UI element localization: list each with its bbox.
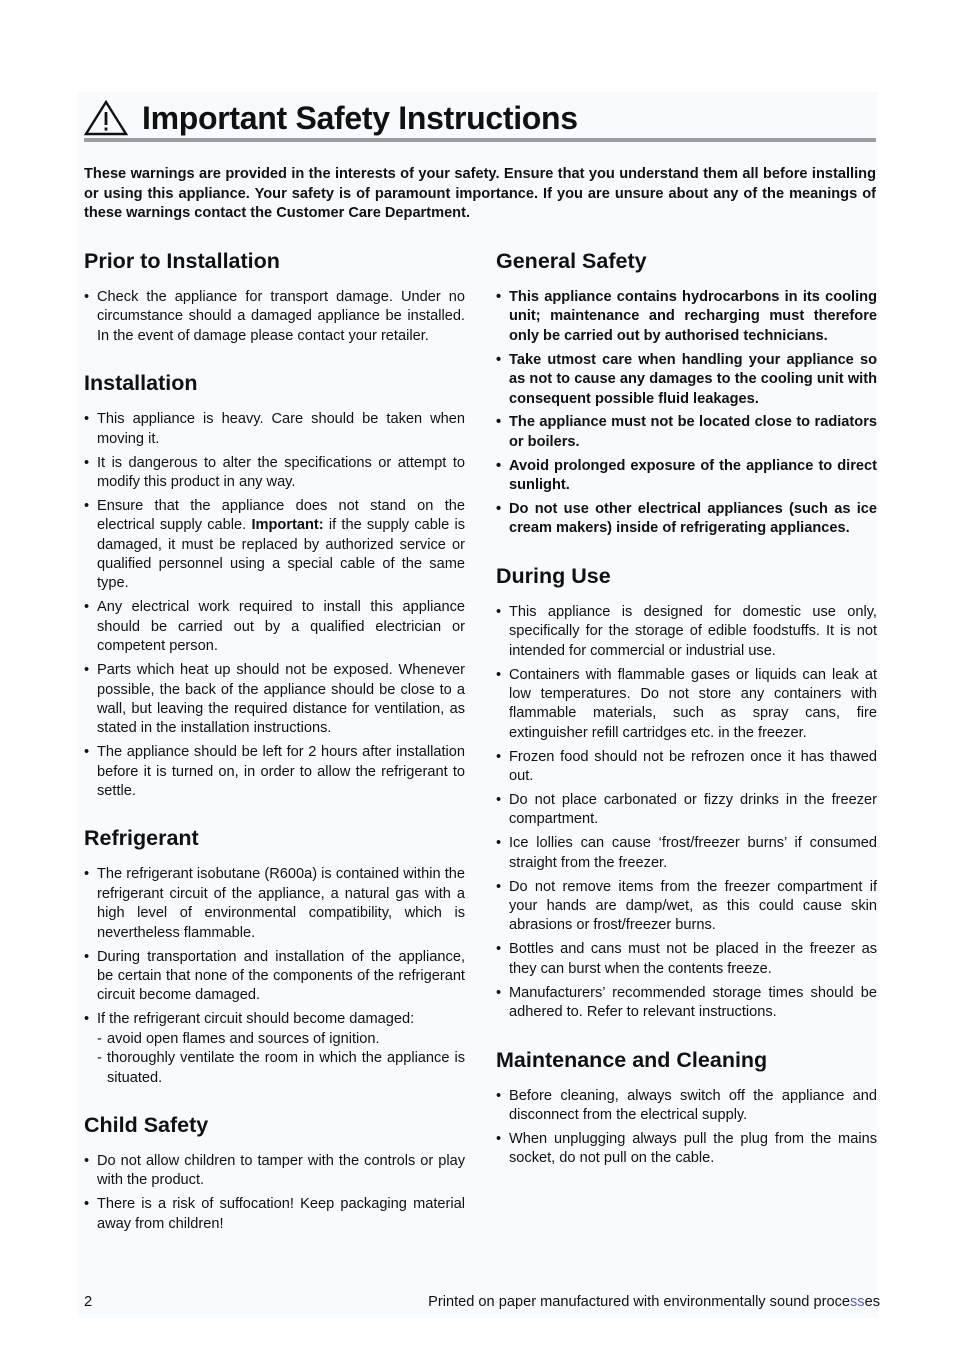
list-item: • When unplugging always pull the plug from the mains socket, do not pull on the cable. bbox=[496, 1130, 877, 1169]
list-item: • Ice lollies can cause ‘frost/freezer burns’ if consumed straight from the freezer. bbox=[496, 834, 877, 873]
section-prior-installation bbox=[84, 244, 465, 346]
list-item: • Manufacturers’ recommended storage times should be adhered to. Refer to relevant instructions. bbox=[496, 984, 877, 1023]
list-item-text: If the refrigerant circuit should become damaged: bbox=[97, 1011, 415, 1028]
footer-note-end: es bbox=[864, 1294, 880, 1310]
left-column bbox=[84, 244, 465, 1254]
list-item: • Check the appliance for transport damage. Under no circumstance should a damaged appliance be installed. In the event of damage please contact your retailer. bbox=[84, 288, 465, 346]
bullet-list bbox=[84, 1152, 465, 1234]
list-item bbox=[84, 1010, 465, 1088]
section-child-safety bbox=[84, 1108, 465, 1234]
bullet-list bbox=[496, 603, 877, 1023]
page-number: 2 bbox=[84, 1294, 93, 1310]
bullet-list bbox=[84, 288, 465, 346]
section-general-safety bbox=[496, 244, 877, 539]
list-item: • Bottles and cans must not be placed in the freezer as they can burst when the contents freeze. bbox=[496, 940, 877, 979]
list-item: • During transportation and installation of the appliance, be certain that none of the components of the refrigerant circuit become damaged. bbox=[84, 948, 465, 1006]
warning-triangle-icon bbox=[84, 100, 128, 136]
footer-note bbox=[428, 1294, 880, 1310]
list-item: • The appliance should be left for 2 hours after installation before it is turned on, in order to allow the refrigerant to settle. bbox=[84, 743, 465, 801]
section-during-use bbox=[496, 559, 877, 1023]
list-item-text: if the supply cable is damaged, it must be replaced by authorized service or qualified personnel using a special cable of the same type. bbox=[97, 517, 466, 592]
list-item: • This appliance is heavy. Care should be taken when moving it. bbox=[84, 410, 465, 449]
list-item: • The appliance must not be located close to radiators or boilers. bbox=[496, 413, 877, 452]
section-heading: Prior to Installation bbox=[84, 249, 280, 273]
page-title: Important Safety Instructions bbox=[142, 99, 578, 136]
right-column bbox=[496, 244, 877, 1189]
list-item: • Do not use other electrical appliances (such as ice cream makers) inside of refrigerating appliances. bbox=[496, 500, 877, 539]
section-refrigerant bbox=[84, 821, 465, 1087]
list-item: • The refrigerant isobutane (R600a) is contained within the refrigerant circuit of the appliance, a natural gas with a high level of environmental compatibility, which is nevertheless flammable. bbox=[84, 865, 465, 943]
list-item: • It is dangerous to alter the specifications or attempt to modify this product in any way. bbox=[84, 454, 465, 493]
list-item: • Do not place carbonated or fizzy drinks in the freezer compartment. bbox=[496, 791, 877, 830]
section-heading: General Safety bbox=[496, 249, 647, 273]
list-item: • This appliance contains hydrocarbons in its cooling unit; maintenance and recharging must therefore only be carried out by authorised technicians. bbox=[496, 288, 877, 346]
important-label: Important: bbox=[251, 517, 324, 534]
section-maintenance-cleaning bbox=[496, 1043, 877, 1169]
intro-paragraph: These warnings are provided in the interests of your safety. Ensure that you understand them all before installing or using this appliance. Your safety is of paramount importance. If you are unsure about any of the meanings of these warnings contact the Customer Care Department. bbox=[84, 166, 876, 222]
footer-note-main: Printed on paper manufactured with environmentally sound proce bbox=[428, 1294, 850, 1310]
list-item-text: Ensure that the appliance does not stand on the electrical supply cable. bbox=[97, 497, 465, 534]
section-heading: Child Safety bbox=[84, 1112, 209, 1137]
list-item: • There is a risk of suffocation! Keep packaging material away from children! bbox=[84, 1195, 465, 1234]
section-heading: During Use bbox=[496, 563, 611, 588]
title-rule bbox=[84, 138, 876, 142]
bullet-list bbox=[84, 865, 465, 1087]
bullet-list bbox=[496, 288, 877, 539]
sub-item: - thoroughly ventilate the room in which the appliance is situated. bbox=[97, 1049, 465, 1088]
list-item: • Containers with flammable gases or liquids can leak at low temperatures. Do not store any containers with flammable materials, such as spray cans, fire extinguisher refill cartridges etc. in the freezer. bbox=[496, 666, 877, 744]
section-heading: Refrigerant bbox=[84, 826, 199, 851]
sub-item: - avoid open flames and sources of ignition. bbox=[97, 1030, 465, 1049]
list-item: • Do not allow children to tamper with the controls or play with the product. bbox=[84, 1152, 465, 1191]
list-item: • Take utmost care when handling your appliance so as not to cause any damages to the cooling unit with consequent possible fluid leakages. bbox=[496, 351, 877, 409]
list-item: • Do not remove items from the freezer compartment if your hands are damp/wet, as this could cause skin abrasions or frost/freezer burns. bbox=[496, 878, 877, 936]
section-installation bbox=[84, 366, 465, 801]
list-item bbox=[84, 497, 465, 594]
title-row bbox=[84, 98, 876, 138]
section-heading: Maintenance and Cleaning bbox=[496, 1047, 768, 1072]
list-item: • Before cleaning, always switch off the appliance and disconnect from the electrical supply. bbox=[496, 1087, 877, 1126]
list-item: • Parts which heat up should not be exposed. Whenever possible, the back of the appliance should be close to a wall, but leaving the required distance for ventilation, as stated in the installation instructions. bbox=[84, 661, 465, 739]
bullet-list bbox=[84, 410, 465, 801]
list-item: • Frozen food should not be refrozen once it has thawed out. bbox=[496, 748, 877, 787]
footer-note-accent: ss bbox=[849, 1294, 865, 1310]
bullet-list bbox=[496, 1087, 877, 1169]
list-item: • Avoid prolonged exposure of the appliance to direct sunlight. bbox=[496, 457, 877, 496]
list-item: • Any electrical work required to install this appliance should be carried out by a qualified electrician or competent person. bbox=[84, 598, 465, 656]
list-item: • This appliance is designed for domestic use only, specifically for the storage of edible foodstuffs. It is not intended for commercial or industrial use. bbox=[496, 603, 877, 661]
section-heading: Installation bbox=[84, 371, 198, 396]
